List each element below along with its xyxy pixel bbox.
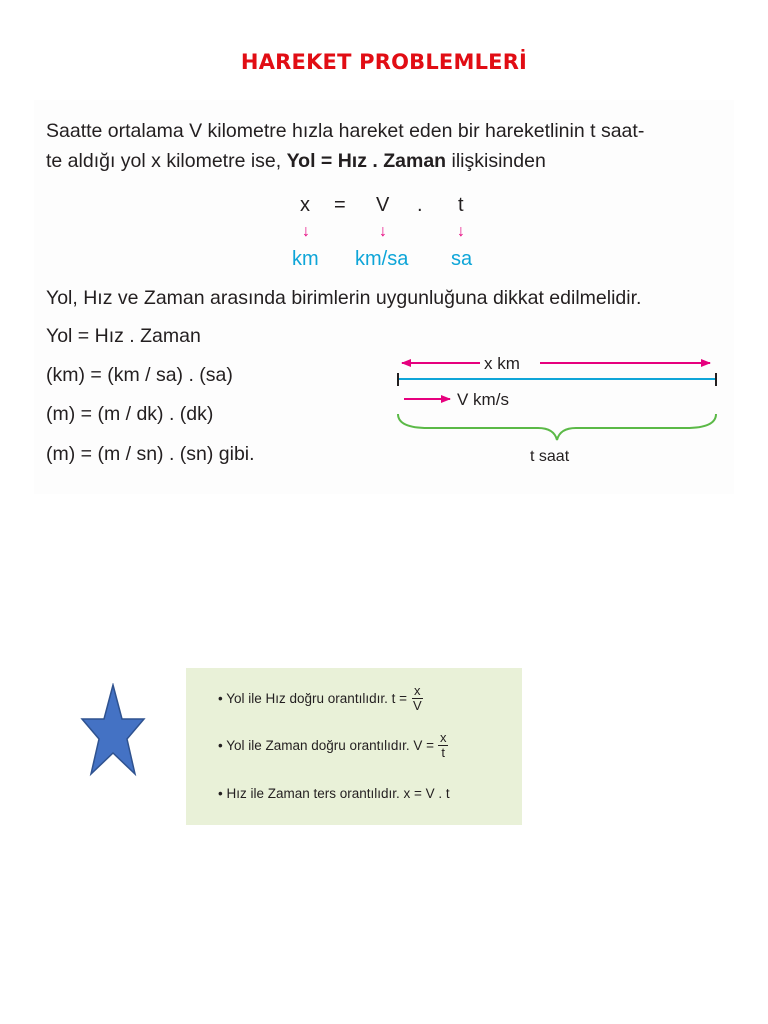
- info-bullet-3: [218, 786, 450, 801]
- down-arrow-icon: ↓: [457, 223, 465, 240]
- fraction-denominator: t: [441, 745, 446, 760]
- units-note: Yol, Hız ve Zaman arasında birimlerin uygunluğuna dikkat edilmelidir.: [46, 287, 642, 309]
- rule-line-1: Yol = Hız . Zaman: [46, 325, 201, 347]
- fraction-x-over-t: [438, 731, 449, 760]
- formula-equals: =: [334, 194, 346, 216]
- intro-line-1: Saatte ortalama V kilometre hızla hareket eden bir hareketlinin t saat-: [46, 120, 645, 142]
- formula-dot: .: [417, 194, 423, 216]
- down-arrow-icon: ↓: [379, 223, 387, 240]
- rule-line-4: (m) = (m / sn) . (sn) gibi.: [46, 443, 255, 465]
- info-bullet-1-text: • Yol ile Hız doğru orantılıdır. t =: [218, 691, 407, 706]
- fraction-x-over-v: [411, 684, 424, 713]
- intro-paragraph: [46, 116, 736, 176]
- formula-v: V: [376, 194, 390, 216]
- formula-t: t: [458, 194, 464, 216]
- time-brace: [398, 414, 716, 440]
- intro-line-2-pre: te aldığı yol x kilometre ise,: [46, 150, 287, 172]
- time-label: t saat: [530, 448, 570, 465]
- star-icon: [80, 683, 146, 777]
- unit-hour: sa: [451, 248, 473, 270]
- unit-km-per-hour: km/sa: [355, 248, 409, 270]
- rule-line-3: (m) = (m / dk) . (dk): [46, 403, 214, 425]
- formula-x: x: [300, 194, 310, 216]
- rule-line-2: (km) = (km / sa) . (sa): [46, 364, 233, 386]
- motion-diagram: [388, 344, 728, 472]
- intro-formula-bold: Yol = Hız . Zaman: [286, 150, 447, 172]
- info-bullet-2-text: • Yol ile Zaman doğru orantılıdır. V =: [218, 738, 434, 753]
- info-bullet-3-text: • Hız ile Zaman ters orantılıdır. x = V . t: [218, 786, 450, 801]
- fraction-numerator: x: [414, 683, 421, 698]
- speed-label: V km/s: [457, 390, 509, 409]
- fraction-numerator: x: [439, 730, 447, 745]
- info-bullet-2: [218, 731, 448, 760]
- fraction-denominator: V: [412, 698, 422, 713]
- unit-km: km: [292, 248, 319, 270]
- page-title: HAREKET PROBLEMLERİ: [240, 50, 528, 74]
- down-arrow-icon: ↓: [302, 223, 310, 240]
- distance-label: x km: [484, 354, 520, 373]
- intro-line-2-post: ilişkisinden: [446, 150, 546, 172]
- info-bullet-1: [218, 684, 424, 713]
